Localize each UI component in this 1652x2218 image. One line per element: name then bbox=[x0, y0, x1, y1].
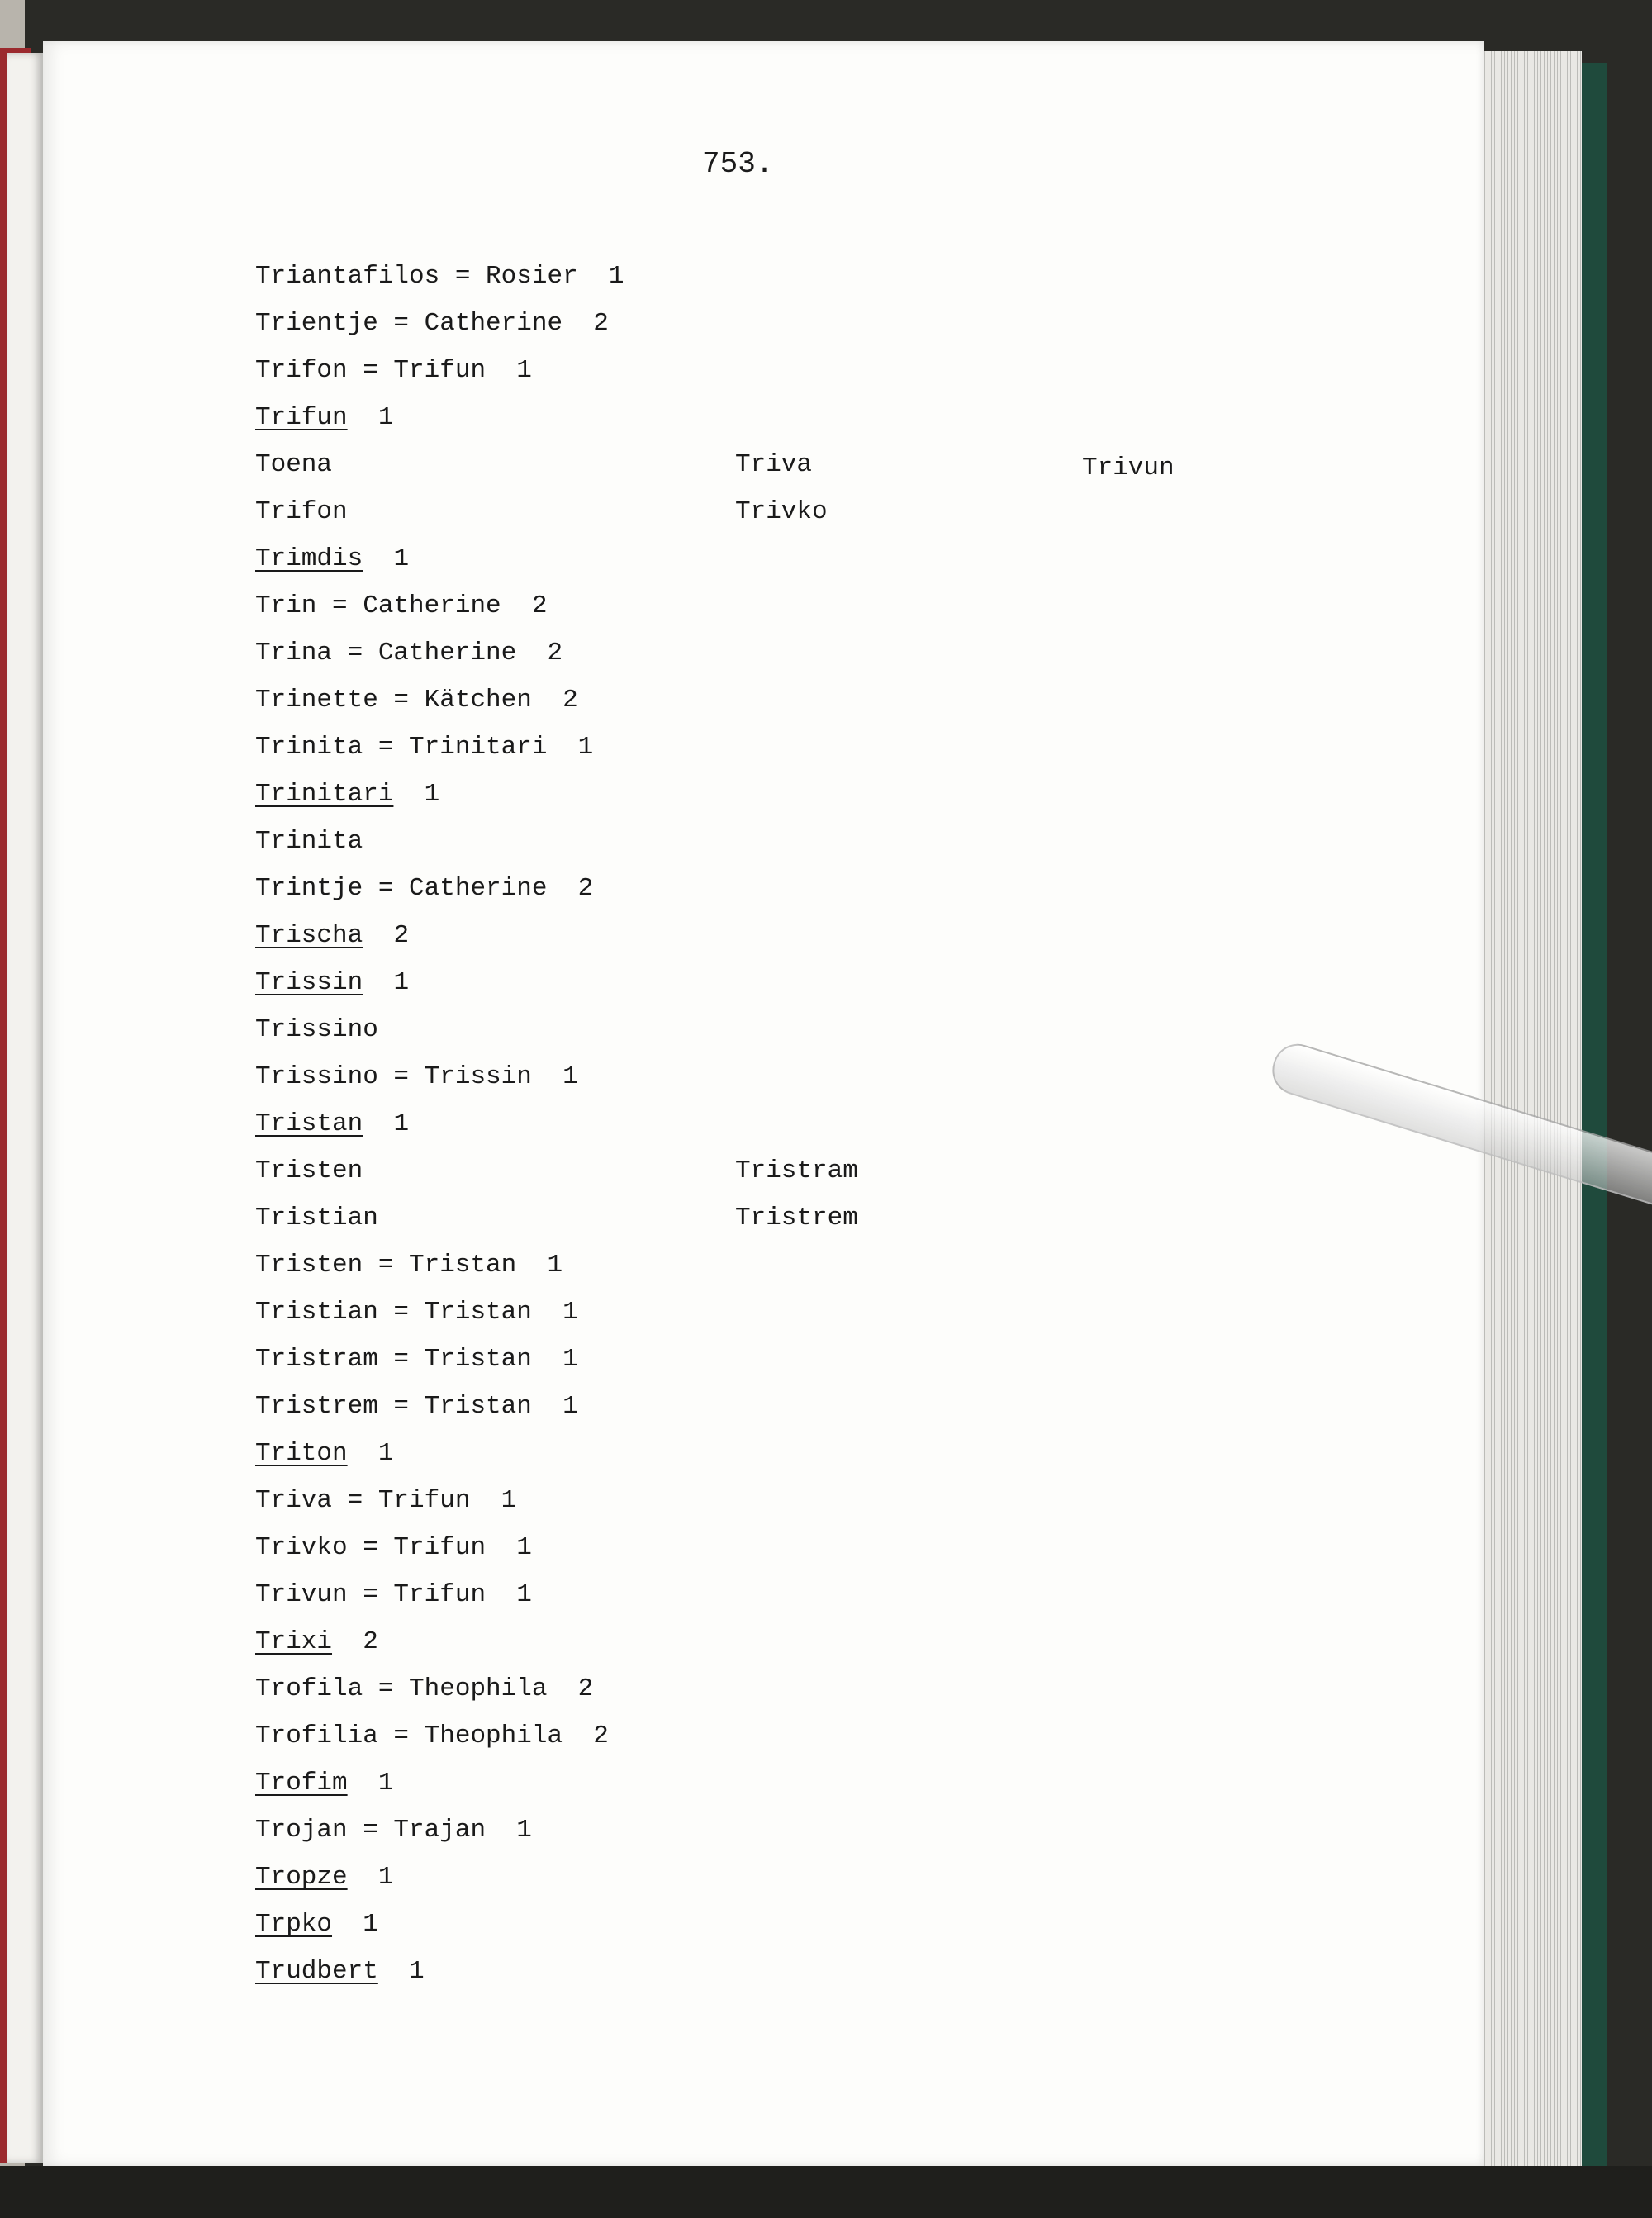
entry-name: Trivko bbox=[255, 1533, 348, 1562]
entry-row bbox=[255, 919, 409, 952]
entry-name: Tristen bbox=[255, 1251, 363, 1280]
entry-name: Trinita bbox=[255, 827, 363, 856]
entry-name: Toena bbox=[255, 450, 333, 479]
entry-row bbox=[255, 1155, 363, 1188]
variant-name: Trivko bbox=[735, 497, 828, 526]
entry-rest: = Tristan 1 bbox=[363, 1251, 563, 1280]
entry-rest: = Trifun 1 bbox=[332, 1486, 517, 1515]
entry-row bbox=[255, 1437, 393, 1470]
entry-rest: = Theophila 2 bbox=[363, 1674, 594, 1703]
variant-name: Trivun bbox=[1082, 454, 1175, 482]
entry-name: Trinita bbox=[255, 733, 363, 762]
entry-row bbox=[255, 1579, 532, 1612]
entry-row bbox=[255, 1202, 378, 1235]
entry-name: Tristram bbox=[255, 1345, 378, 1374]
entry-row bbox=[255, 1249, 563, 1282]
entry-name: Trpko bbox=[255, 1910, 333, 1939]
variant-name: Tristrem bbox=[735, 1204, 858, 1232]
entry-name: Trifun bbox=[255, 403, 348, 432]
entry-rest: = Tristan 1 bbox=[377, 1392, 578, 1421]
entry-row bbox=[255, 354, 532, 387]
entry-name: Trofila bbox=[255, 1674, 363, 1703]
entry-name: Tristen bbox=[255, 1156, 363, 1185]
entry-name: Trifon bbox=[255, 356, 348, 385]
entry-row bbox=[255, 1673, 593, 1706]
entry-row bbox=[255, 1484, 516, 1517]
entry-rest: 1 bbox=[332, 1910, 378, 1939]
entry-rest: 1 bbox=[347, 1769, 394, 1798]
entry-rest: = Catherine 2 bbox=[316, 591, 548, 620]
entry-rest: 1 bbox=[347, 403, 394, 432]
entry-rest: = Kätchen 2 bbox=[377, 686, 578, 715]
entry-row bbox=[255, 1626, 378, 1659]
entry-row bbox=[255, 1014, 378, 1047]
entry-row bbox=[255, 543, 409, 576]
entry-rest: = Tristan 1 bbox=[377, 1345, 578, 1374]
entry-name: Trissin bbox=[255, 968, 363, 997]
entry-rest: = Theophila 2 bbox=[377, 1722, 609, 1750]
entry-name: Trintje bbox=[255, 874, 363, 903]
entry-name: Trischa bbox=[255, 921, 363, 950]
entry-name: Trissino bbox=[255, 1015, 378, 1044]
entry-rest: = Trinitari 1 bbox=[363, 733, 594, 762]
entry-name: Trinitari bbox=[255, 780, 394, 809]
entry-row bbox=[255, 967, 409, 1000]
entry-row bbox=[255, 1343, 578, 1376]
variant-name: Tristram bbox=[735, 1156, 858, 1185]
entry-rest: 1 bbox=[363, 1109, 410, 1138]
entry-row bbox=[255, 1108, 409, 1141]
entry-row bbox=[255, 637, 563, 670]
entry-rest: = Catherine 2 bbox=[363, 874, 594, 903]
entry-name: Trientje bbox=[255, 309, 378, 338]
entry-row bbox=[255, 496, 348, 529]
entry-row bbox=[255, 778, 439, 811]
entry-row bbox=[255, 401, 393, 435]
entry-row bbox=[255, 1814, 532, 1847]
entry-name: Triton bbox=[255, 1439, 348, 1468]
entry-name: Trofim bbox=[255, 1769, 348, 1798]
entry-row bbox=[255, 1532, 532, 1565]
entry-rest: = Tristan 1 bbox=[377, 1298, 578, 1327]
entry-row bbox=[255, 684, 578, 717]
entry-row bbox=[255, 1296, 578, 1329]
entry-name: Tristian bbox=[255, 1298, 378, 1327]
entry-row bbox=[255, 449, 332, 482]
entry-name: Trudbert bbox=[255, 1957, 378, 1986]
entry-row bbox=[255, 1767, 393, 1800]
entry-name: Tropze bbox=[255, 1863, 348, 1892]
entry-rest: = Trifun 1 bbox=[347, 1533, 532, 1562]
entry-name: Triva bbox=[255, 1486, 333, 1515]
entry-name: Trivun bbox=[255, 1580, 348, 1609]
entry-rest: 1 bbox=[377, 1957, 425, 1986]
entry-row bbox=[255, 1908, 378, 1941]
entry-name: Tristrem bbox=[255, 1392, 378, 1421]
entry-name: Trofilia bbox=[255, 1722, 378, 1750]
entry-rest: 1 bbox=[363, 968, 410, 997]
entry-rest: = Trifun 1 bbox=[347, 1580, 532, 1609]
entry-rest: = Catherine 2 bbox=[377, 309, 609, 338]
entry-name: Trimdis bbox=[255, 544, 363, 573]
page-number: 753. bbox=[702, 147, 774, 181]
entry-row bbox=[255, 872, 593, 905]
entry-rest: 2 bbox=[332, 1627, 378, 1656]
entry-rest: = Trajan 1 bbox=[347, 1816, 532, 1845]
left-page-edge bbox=[7, 53, 43, 2163]
entry-row bbox=[255, 1061, 578, 1094]
book-page bbox=[43, 41, 1484, 2166]
entry-rest: 1 bbox=[363, 544, 410, 573]
entry-row bbox=[255, 590, 547, 623]
entry-rest: 2 bbox=[363, 921, 410, 950]
entry-rest: = Catherine 2 bbox=[332, 639, 563, 667]
entry-rest: = Trissin 1 bbox=[377, 1062, 578, 1091]
entry-rest: = Trifun 1 bbox=[347, 356, 532, 385]
entry-name: Trinette bbox=[255, 686, 378, 715]
entry-row bbox=[255, 260, 624, 293]
entry-name: Trojan bbox=[255, 1816, 348, 1845]
entry-name: Trin bbox=[255, 591, 317, 620]
entry-name: Triantafilos bbox=[255, 262, 440, 291]
entry-row bbox=[255, 1861, 393, 1894]
entry-row bbox=[255, 1955, 425, 1988]
entry-name: Trina bbox=[255, 639, 333, 667]
entry-row bbox=[255, 307, 609, 340]
entry-name: Trissino bbox=[255, 1062, 378, 1091]
entry-name: Tristan bbox=[255, 1109, 363, 1138]
entry-name: Trifon bbox=[255, 497, 348, 526]
entry-row bbox=[255, 1720, 609, 1753]
entry-row bbox=[255, 1390, 578, 1423]
entry-rest: 1 bbox=[347, 1439, 394, 1468]
background-bottom bbox=[0, 2166, 1652, 2218]
entry-name: Tristian bbox=[255, 1204, 378, 1232]
entry-row bbox=[255, 731, 593, 764]
entry-row bbox=[255, 825, 363, 858]
entry-rest: = Rosier 1 bbox=[439, 262, 624, 291]
entry-rest: 1 bbox=[347, 1863, 394, 1892]
entry-name: Trixi bbox=[255, 1627, 333, 1656]
variant-name: Triva bbox=[735, 450, 813, 479]
entry-rest: 1 bbox=[393, 780, 440, 809]
